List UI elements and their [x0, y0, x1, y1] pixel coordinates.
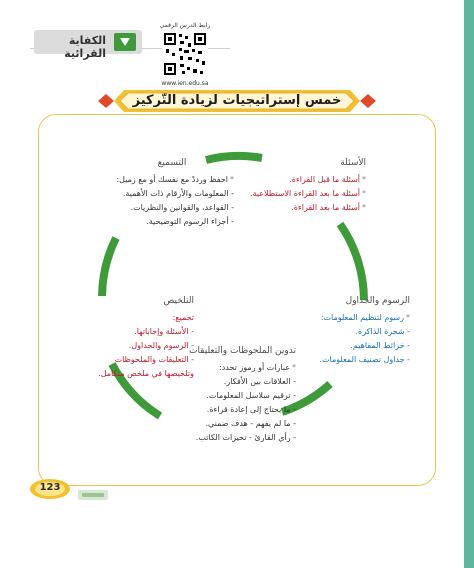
list-item: - الرسوم والجداول. — [128, 341, 194, 350]
section-hearing-title: التسميع — [157, 158, 187, 168]
list-item: - القواعد، والقوانين والنظريات. — [130, 203, 234, 212]
section-drawings — [290, 296, 410, 367]
section-drawings-title: الرسوم والجداول — [345, 296, 410, 306]
star-icon: * — [230, 175, 234, 184]
ring-arc-upper-right — [340, 224, 364, 300]
star-icon: * — [406, 313, 410, 322]
list-item: *أسئلة ما قبل القراءة. — [289, 175, 366, 184]
qr-url[interactable]: www.ien.edu.sa — [161, 80, 209, 87]
list-item: - أجزاء الرسوم التوضيحية. — [146, 217, 234, 226]
list-item: تجميع: — [172, 313, 194, 322]
list-item: - المعلومات والأرقام ذات الأهمية. — [122, 189, 234, 198]
list-item: *أسئلة ما بعد القراءة الاستطلاعية. — [249, 189, 366, 198]
ring-arc-upper-left — [102, 238, 116, 296]
list-item: - العلاقات بين الأفكار. — [223, 377, 296, 386]
list-item: - رأي القارئ - تحيزات الكاتب. — [195, 433, 296, 442]
section-questions — [249, 158, 366, 215]
list-item: وتلخيصها في ملخص متكامل. — [98, 369, 194, 378]
section-questions-title: الأسئلة — [340, 158, 366, 168]
section-tag-label: الكفاية القرائية — [64, 34, 106, 60]
qr-caption: رابط الدرس الرقمي — [159, 22, 211, 29]
section-summary-title: التلخيص — [163, 296, 194, 306]
list-item: - التعليقات والملحوظات — [114, 355, 194, 364]
list-item: - جداول تصنيف المعلومات. — [319, 355, 410, 364]
section-notes-title: تدوين الملحوظات والتعليقات — [188, 346, 296, 356]
publisher-logo-icon — [78, 488, 108, 502]
list-item: - ترقيم سلاسل المعلومات. — [206, 391, 296, 400]
star-icon: * — [362, 189, 366, 198]
page-title: خمس إستراتيجيات لزيادة التّركيز — [132, 93, 342, 108]
list-item: - ما لم يفهم - هدف ضمني. — [205, 419, 296, 428]
section-hearing — [110, 158, 234, 229]
list-item: *احفظ ورددْ مع نفسك أو مع زميل: — [116, 175, 234, 184]
list-item: - الأسئلة وإجاباتها. — [134, 327, 194, 336]
section-notes — [166, 346, 296, 445]
list-item: - ما يحتاج إلى إعادة قراءة. — [206, 405, 296, 414]
list-item: *أسئلة ما بعد القراءة. — [291, 203, 366, 212]
page-number: 123 — [39, 482, 61, 493]
star-icon: * — [362, 203, 366, 212]
star-icon: * — [362, 175, 366, 184]
list-item: - شجرة الذاكرة. — [355, 327, 410, 336]
list-item: - خرائط المفاهيم. — [350, 341, 410, 350]
list-item: *عبارات أو رموز تحدد: — [219, 363, 296, 372]
star-icon: * — [292, 363, 296, 372]
list-item: *رسوم لتنظيم المعلومات: — [320, 313, 410, 322]
